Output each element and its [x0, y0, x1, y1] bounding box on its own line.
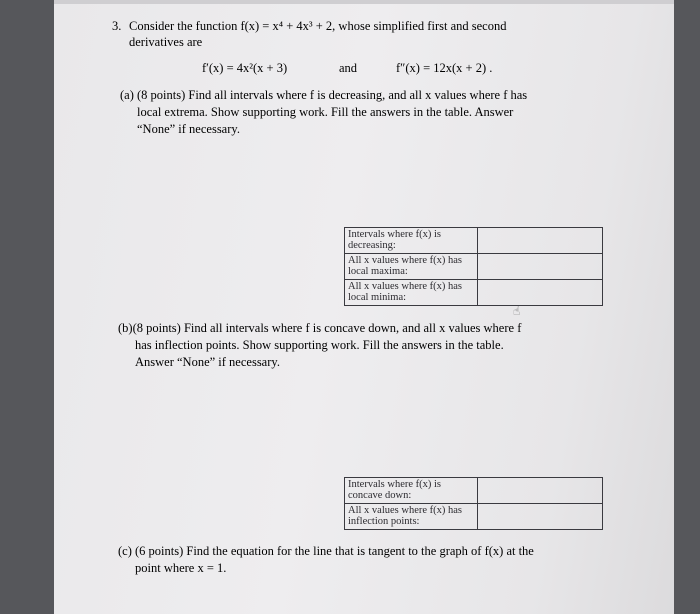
part-a-answer-table: [344, 227, 603, 306]
table-row: [345, 504, 603, 530]
page-edge: [54, 0, 674, 4]
mouse-cursor-icon: ☝: [513, 304, 521, 318]
and-text: and: [339, 61, 358, 75]
answer-cell[interactable]: [478, 228, 603, 254]
answer-cell[interactable]: [478, 254, 603, 280]
table-row: [345, 280, 603, 306]
problem-intro-line2: derivatives are: [129, 35, 203, 49]
row-label: All x values where f(x) has local minima:: [345, 280, 478, 306]
first-derivative: f′(x) = 4x²(x + 3): [202, 61, 288, 75]
table-row: [345, 254, 603, 280]
table-row: [345, 228, 603, 254]
part-a-line1: (a) (8 points) Find all intervals where f is decreasing, and all x values where f has: [120, 88, 528, 102]
table-row: [345, 478, 603, 504]
part-a-line2: local extrema. Show supporting work. Fill the answers in the table. Answer: [137, 105, 514, 119]
row-label: All x values where f(x) has local maxima:: [345, 254, 478, 280]
answer-cell[interactable]: [478, 280, 603, 306]
part-b-line3: Answer “None” if necessary.: [135, 355, 280, 369]
answer-cell[interactable]: [478, 478, 603, 504]
second-derivative: f″(x) = 12x(x + 2) .: [396, 61, 493, 75]
part-a-line3: “None” if necessary.: [137, 122, 240, 136]
part-c-line1: (c) (6 points) Find the equation for the line that is tangent to the graph of f(x) at the: [118, 544, 534, 558]
problem-number: 3.: [112, 19, 122, 33]
part-c-line2: point where x = 1.: [135, 561, 227, 575]
part-b-line1: (b)(8 points) Find all intervals where f is concave down, and all x values where f: [118, 321, 522, 335]
row-label: All x values where f(x) has inflection points:: [345, 504, 478, 530]
answer-cell[interactable]: [478, 504, 603, 530]
row-label: Intervals where f(x) is decreasing:: [345, 228, 478, 254]
part-b-line2: has inflection points. Show supporting work. Fill the answers in the table.: [135, 338, 504, 352]
part-b-answer-table: [344, 477, 603, 530]
row-label: Intervals where f(x) is concave down:: [345, 478, 478, 504]
problem-intro-line1: Consider the function f(x) = x⁴ + 4x³ + 2, whose simplified first and second: [129, 19, 507, 33]
